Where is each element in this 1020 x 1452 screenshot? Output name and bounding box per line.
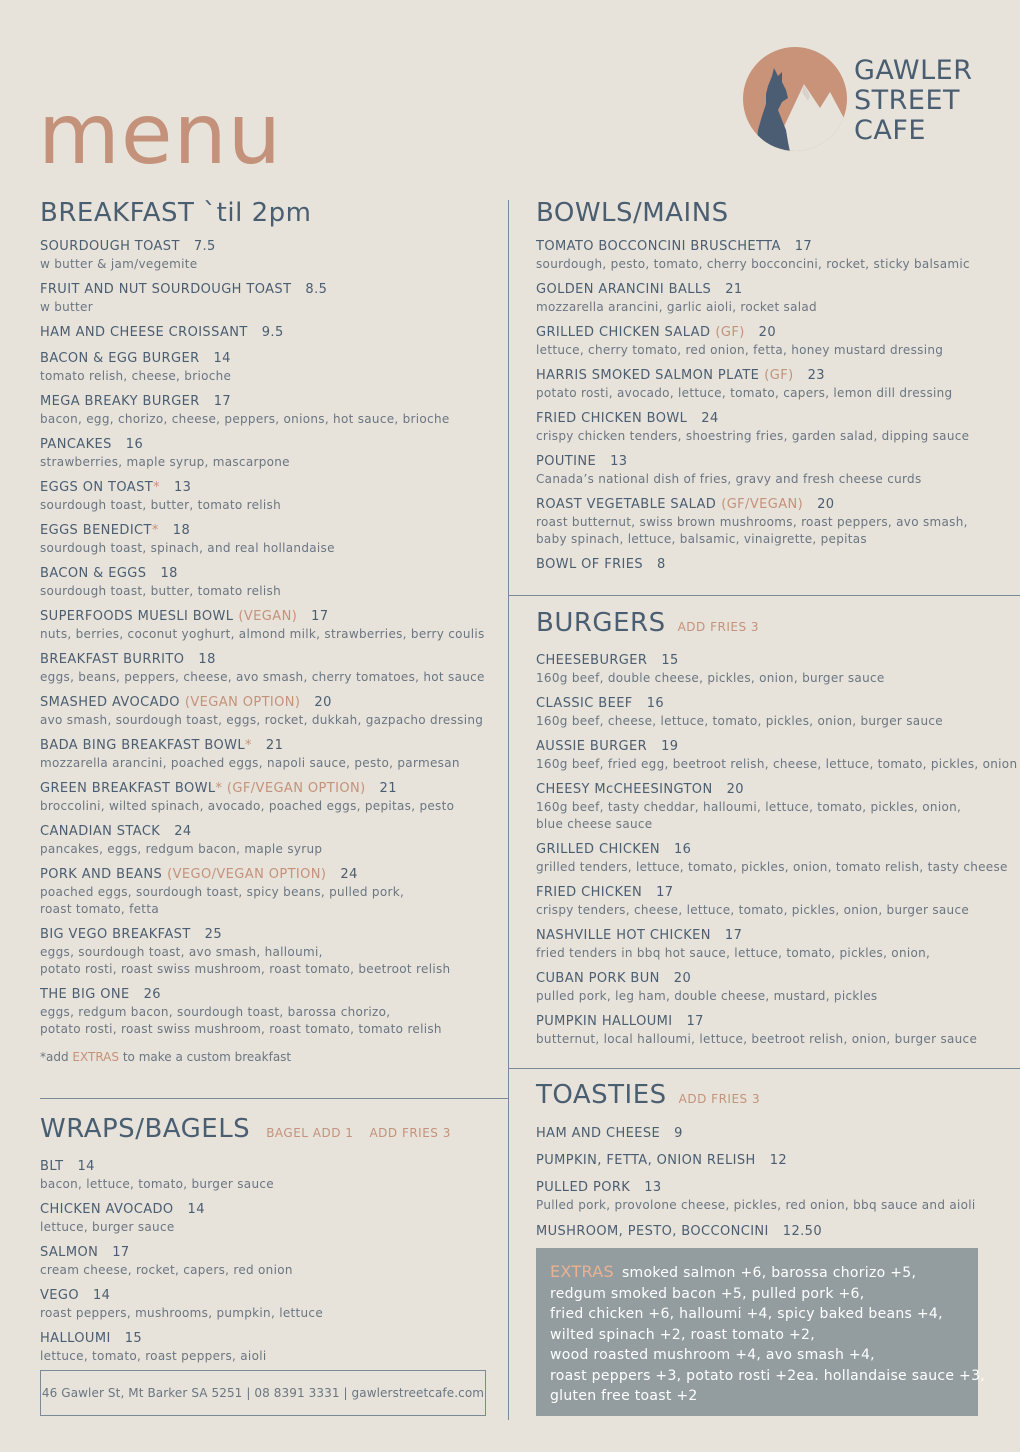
menu-item-price: 8.5 [305,282,328,297]
menu-item-name: SUPERFOODS MUESLI BOWL [40,609,234,624]
menu-item [536,367,1006,402]
menu-item-header [536,841,1006,859]
menu-item-header [536,695,1006,713]
menu-item-description: lettuce, cherry tomato, red onion, fetta, honey mustard dressing [536,343,944,357]
extras-lines [550,1262,986,1407]
menu-item-name: CHICKEN AVOCADO [40,1202,174,1217]
menu-item-description: Canada’s national dish of fries, gravy and fresh cheese curds [536,472,922,486]
menu-item-name: PULLED PORK [536,1180,631,1195]
burgers-fries-addon: ADD FRIES 3 [677,620,760,634]
extras-line: wilted spinach +2, roast tomato +2, [550,1326,815,1343]
menu-item [536,1152,1006,1170]
breakfast-heading [40,196,480,230]
menu-item-header [536,453,1006,471]
menu-item-header [40,780,480,798]
menu-item [536,927,1006,962]
burgers-heading [536,606,1006,644]
menu-item [40,479,480,514]
menu-item-name: TOMATO BOCCONCINI BRUSCHETTA [536,239,781,254]
menu-item-name: PUMPKIN, FETTA, ONION RELISH [536,1153,756,1168]
menu-item [40,436,480,471]
menu-item-header [536,1152,1006,1170]
menu-item-name: BIG VEGO BREAKFAST [40,927,191,942]
menu-item-price: 21 [379,781,397,796]
menu-item-price: 8 [657,557,666,572]
menu-item-name: BLT [40,1159,64,1174]
menu-item-description: poached eggs, sourdough toast, spicy beans, pulled pork, [40,885,405,899]
menu-item [40,350,480,385]
menu-item-price: 13 [610,454,628,469]
menu-item-header [40,1244,480,1262]
menu-item-header [40,436,480,454]
toasties-title: TOASTIES [536,1080,667,1110]
menu-item-description: eggs, redgum bacon, sourdough toast, barossa chorizo, [40,1005,391,1019]
menu-item-description: grilled tenders, lettuce, tomato, pickles, onion, tomato relish, tasty cheese [536,860,1008,874]
menu-item [40,1201,480,1236]
menu-item [536,841,1006,876]
menu-item-header [536,970,1006,988]
menu-item-tag: (GF) [764,368,794,383]
menu-item-description: crispy tenders, cheese, lettuce, tomato, pickles, onion, burger sauce [536,903,970,917]
menu-item-name: ROAST VEGETABLE SALAD [536,497,717,512]
menu-item-header [40,694,480,712]
menu-item-description: sourdough, pesto, tomato, cherry bocconcini, rocket, sticky balsamic [536,257,970,271]
menu-item-description: crispy chicken tenders, shoestring fries, garden salad, dipping sauce [536,429,970,443]
menu-item [40,694,484,729]
menu-item-price: 20 [758,325,777,340]
menu-item-price: 17 [213,394,232,409]
menu-item-price: 9.5 [261,325,284,340]
menu-item-header [40,522,480,540]
menu-item-description: strawberries, maple syrup, mascarpone [40,455,290,469]
extras-title: EXTRAS [550,1262,614,1281]
menu-item [536,884,1006,919]
menu-item-name: PUMPKIN HALLOUMI [536,1014,673,1029]
menu-item-header [536,652,1006,670]
bowls-items [536,238,1006,574]
menu-item-name: AUSSIE BURGER [536,739,648,754]
menu-item [40,737,480,772]
menu-item-description: fried tenders in bbq hot sauce, lettuce, tomato, pickles, onion, [536,946,931,960]
toasties-items [536,1125,1006,1241]
menu-item-tag: * [151,523,159,538]
menu-item-header [536,781,1006,799]
menu-item-name: BACON & EGGS [40,566,147,581]
menu-item-description: potato rosti, avocado, lettuce, tomato, capers, lemon dill dressing [536,386,953,400]
menu-item-price: 19 [661,739,679,754]
extras-line: gluten free toast +2 [550,1388,698,1404]
menu-item-price: 24 [174,824,192,839]
breakfast-section [40,196,485,1064]
menu-item-description: tomato relish, cheese, brioche [40,369,232,383]
menu-item-header [40,986,480,1004]
menu-item-name: EGGS BENEDICT [40,523,152,538]
menu-item-description: avo smash, sourdough toast, eggs, rocket, dukkah, gazpacho dressing [40,713,484,727]
extras-box [536,1248,986,1416]
menu-item-name: FRIED CHICKEN [536,885,643,900]
extras-line: redgum smoked bacon +5, pulled pork +6, [550,1285,865,1302]
extras-line: fried chicken +6, halloumi +4, spicy baked beans +4, [550,1306,943,1322]
burgers-section [536,606,1018,1048]
menu-item-header [40,823,480,841]
menu-item-name: THE BIG ONE [40,987,130,1002]
menu-item [40,238,480,273]
menu-item-price: 17 [724,928,743,943]
menu-item-description: 160g beef, cheese, lettuce, tomato, pickles, onion, burger sauce [536,714,943,728]
menu-item-price: 14 [187,1202,205,1217]
menu-item-name: VEGO [40,1288,80,1303]
menu-item-name: SOURDOUGH TOAST [40,239,180,254]
menu-item-name: CHEESY McCHEESINGTON [536,782,713,797]
menu-item-price: 15 [124,1331,143,1346]
menu-item-header [40,1158,480,1176]
menu-item-header [40,238,480,256]
page-title: menu [38,85,282,183]
extras-line: roast peppers +3, potato rosti +2ea. hollandaise sauce +3, [550,1367,986,1384]
menu-item-name: HALLOUMI [40,1331,111,1346]
menu-item-name: GREEN BREAKFAST BOWL [40,781,216,796]
menu-item [40,1244,480,1279]
menu-item-header [40,281,480,299]
menu-item-header [536,496,1006,514]
menu-item-header [40,866,480,884]
menu-item-header [40,1287,480,1305]
menu-item-header [40,608,480,626]
breakfast-hours: `til 2pm [203,198,312,228]
menu-item-name: FRIED CHICKEN BOWL [536,411,688,426]
menu-item-header [536,1013,1006,1031]
menu-item [40,393,480,428]
burgers-title: BURGERS [536,608,666,638]
section-divider-breakfast-wraps [40,1098,508,1099]
menu-item-price: 20 [673,971,692,986]
wraps-section [40,1112,480,1365]
menu-item [536,410,1006,445]
menu-item [40,565,480,600]
burgers-items [536,652,1018,1048]
cafe-logo [742,46,988,156]
menu-item-name: NASHVILLE HOT CHICKEN [536,928,711,943]
menu-item-price: 21 [265,738,284,753]
menu-item-tag: (GF) [715,325,745,340]
menu-item-tag: * [153,480,160,495]
extras-note-before: *add [40,1050,73,1064]
menu-item-name: HARRIS SMOKED SALMON PLATE [536,368,760,383]
menu-item-header [40,737,480,755]
cafe-name-line-2: STREET [854,85,961,116]
menu-item-price: 13 [173,480,192,495]
menu-item [40,281,480,316]
menu-item-header [40,324,480,342]
menu-item-price: 26 [143,987,161,1002]
bagel-addon: BAGEL ADD 1 [266,1126,354,1140]
menu-item-header [536,738,1006,756]
menu-item-header [40,565,480,583]
menu-item-price: 15 [661,653,679,668]
menu-item-description: pulled pork, leg ham, double cheese, mustard, pickles [536,989,878,1003]
menu-item [536,781,1006,833]
menu-item-tag: (GF/VEGAN) [721,497,804,512]
menu-item [536,695,1006,730]
menu-item [40,608,485,643]
menu-item-description: 160g beef, fried egg, beetroot relish, cheese, lettuce, tomato, pickles, onion [536,757,1018,771]
cafe-name [854,56,972,146]
menu-item-name: EGGS ON TOAST [40,480,154,495]
menu-item-price: 20 [726,782,744,797]
menu-item-tag: (VEGAN OPTION) [184,695,301,710]
menu-item-description: baby spinach, lettuce, balsamic, vinaigrette, pepitas [536,532,867,546]
menu-item [536,1223,1006,1241]
wraps-heading [40,1112,480,1150]
contact-footer: 46 Gawler St, Mt Barker SA 5251 | 08 8391 3331 | gawlerstreetcafe.com [40,1370,486,1416]
menu-item-price: 12.50 [782,1224,823,1239]
menu-item-name: PORK AND BEANS [40,867,163,882]
menu-item [40,1158,480,1193]
menu-item-price: 13 [644,1180,662,1195]
menu-item [536,453,1006,488]
menu-item-tag: (VEGAN) [238,609,298,624]
menu-item-description: nuts, berries, coconut yoghurt, almond milk, strawberries, berry coulis [40,627,485,641]
menu-item-name: SMASHED AVOCADO [40,695,180,710]
extras-note [40,1050,480,1064]
menu-item-description: roast tomato, fetta [40,902,159,916]
extras-first-line [550,1262,964,1284]
menu-item-description: lettuce, burger sauce [40,1220,175,1234]
menu-item-header [40,1201,480,1219]
menu-item-price: 7.5 [193,239,216,254]
menu-item-name: BOWL OF FRIES [536,557,644,572]
menu-item-header [40,1330,480,1348]
bowls-heading: BOWLS/MAINS [536,198,729,228]
menu-item-description: 160g beef, tasty cheddar, halloumi, lettuce, tomato, pickles, onion, [536,800,962,814]
menu-item-name: BREAKFAST BURRITO [40,652,185,667]
extras-note-highlight: EXTRAS [72,1050,120,1064]
menu-item [536,496,1006,548]
toasties-section [536,1078,1006,1241]
extras-line: wood roasted mushroom +4, avo smash +4, [550,1347,875,1363]
wraps-items [40,1158,480,1365]
menu-item-description: cream cheese, rocket, capers, red onion [40,1263,293,1277]
menu-item-description: 160g beef, double cheese, pickles, onion, burger sauce [536,671,885,685]
menu-item [536,238,1006,273]
menu-item [40,324,480,342]
menu-item-header [536,238,1006,256]
menu-item-price: 20 [314,695,332,710]
menu-item-price: 23 [807,368,825,383]
breakfast-title: BREAKFAST [40,198,195,228]
menu-item-name: MEGA BREAKY BURGER [40,394,200,409]
menu-item [40,1330,480,1365]
menu-item [536,1179,1006,1214]
menu-item-description: lettuce, tomato, roast peppers, aioli [40,1349,267,1363]
cafe-name-line-3: CAFE [854,115,926,146]
section-divider-burgers-toasties [508,1068,1020,1069]
menu-item-description: blue cheese sauce [536,817,653,831]
menu-item-price: 17 [311,609,329,624]
menu-item-price: 14 [93,1288,111,1303]
menu-item [536,1125,1006,1143]
menu-item [40,651,485,686]
menu-item-name: GRILLED CHICKEN [536,842,661,857]
menu-item [40,1287,480,1322]
menu-item-name: BACON & EGG BURGER [40,351,200,366]
menu-item-description: eggs, sourdough toast, avo smash, halloumi, [40,945,323,959]
menu-item-description: butternut, local halloumi, lettuce, beetroot relish, onion, burger sauce [536,1032,978,1046]
menu-item-price: 12 [769,1153,788,1168]
menu-item [536,970,1006,1005]
menu-item-description: sourdough toast, butter, tomato relish [40,584,282,598]
menu-item-header [536,1179,1006,1197]
menu-item-name: CLASSIC BEEF [536,696,633,711]
menu-item-header [536,324,1006,342]
toasties-heading [536,1078,1006,1116]
menu-item-header [536,884,1006,902]
menu-item-tag: * [245,738,252,753]
menu-item [536,652,1006,687]
menu-item-description: bacon, egg, chorizo, cheese, peppers, onions, hot sauce, brioche [40,412,450,426]
menu-item-header [40,479,480,497]
toasties-fries-addon: ADD FRIES 3 [678,1092,761,1106]
menu-item-header [40,926,480,944]
menu-item-price: 16 [674,842,692,857]
menu-item-name: GRILLED CHICKEN SALAD [536,325,711,340]
menu-item-header [536,1223,1006,1241]
menu-item-header [536,281,1006,299]
menu-item [40,866,480,918]
wolf-mountain-logo-icon [742,46,848,152]
wraps-title: WRAPS/BAGELS [40,1114,251,1144]
menu-item-price: 18 [172,523,191,538]
menu-item-price: 17 [686,1014,704,1029]
menu-item-header [536,927,1006,945]
menu-item-header [536,1125,1006,1143]
menu-item-name: POUTINE [536,454,597,469]
menu-item [536,556,1006,574]
menu-item-header [536,410,1006,428]
menu-item-price: 18 [160,566,178,581]
menu-item-price: 24 [701,411,719,426]
bowls-section [536,196,1006,574]
menu-item-name: HAM AND CHEESE [536,1126,661,1141]
menu-item-price: 20 [817,497,835,512]
menu-item-name: CHEESEBURGER [536,653,648,668]
menu-item [40,926,480,978]
menu-item-description: roast butternut, swiss brown mushrooms, roast peppers, avo smash, [536,515,968,529]
menu-item-price: 16 [125,437,144,452]
menu-item-header [40,350,480,368]
extras-line: smoked salmon +6, barossa chorizo +5, [621,1265,917,1281]
menu-item-description: w butter [40,300,93,314]
menu-item-price: 9 [674,1126,683,1141]
menu-item [536,1013,1006,1048]
menu-item [40,522,480,557]
menu-item-price: 18 [198,652,216,667]
menu-item-tag: * (GF/VEGAN OPTION) [215,781,366,796]
menu-item-description: bacon, lettuce, tomato, burger sauce [40,1177,274,1191]
menu-item-description: mozzarella arancini, garlic aioli, rocket salad [536,300,817,314]
menu-item-name: HAM AND CHEESE CROISSANT [40,325,248,340]
cafe-name-line-1: GAWLER [854,55,973,86]
menu-item-price: 14 [213,351,231,366]
menu-item-header [40,393,480,411]
menu-item-header [536,367,1006,385]
column-divider [508,200,509,1420]
menu-item-description: Pulled pork, provolone cheese, pickles, red onion, bbq sauce and aioli [536,1198,976,1212]
menu-item-price: 17 [794,239,813,254]
menu-item-price: 14 [77,1159,95,1174]
menu-item-name: BADA BING BREAKFAST BOWL [40,738,246,753]
menu-item-description: w butter & jam/vegemite [40,257,198,271]
menu-item-price: 25 [204,927,223,942]
breakfast-items [40,238,485,1038]
menu-item-description: broccolini, wilted spinach, avocado, poached eggs, pepitas, pesto [40,799,455,813]
section-divider-bowls-burgers [508,595,1020,596]
menu-item-name: CANADIAN STACK [40,824,161,839]
menu-item-description: potato rosti, roast swiss mushroom, roast tomato, beetroot relish [40,962,451,976]
menu-item-price: 17 [112,1245,130,1260]
menu-item-description: potato rosti, roast swiss mushroom, roast tomato, tomato relish [40,1022,442,1036]
menu-item [40,986,480,1038]
menu-item-header [40,651,480,669]
menu-item-name: MUSHROOM, PESTO, BOCCONCINI [536,1224,769,1239]
menu-item-price: 17 [656,885,674,900]
menu-item-description: eggs, beans, peppers, cheese, avo smash, cherry tomatoes, hot sauce [40,670,485,684]
menu-item-name: SALMON [40,1245,99,1260]
menu-item-description: sourdough toast, butter, tomato relish [40,498,282,512]
menu-item-name: GOLDEN ARANCINI BALLS [536,282,712,297]
menu-item-name: PANCAKES [40,437,112,452]
menu-item-name: FRUIT AND NUT SOURDOUGH TOAST [40,282,292,297]
menu-item-price: 24 [340,867,358,882]
menu-item-name: CUBAN PORK BUN [536,971,660,986]
menu-item [536,738,1018,773]
menu-item [536,324,1006,359]
menu-item-header [536,556,1006,574]
extras-note-after: to make a custom breakfast [119,1050,292,1064]
menu-item-description: mozzarella arancini, poached eggs, napoli sauce, pesto, parmesan [40,756,460,770]
menu-item-description: sourdough toast, spinach, and real hollandaise [40,541,335,555]
menu-item-price: 16 [646,696,665,711]
menu-item [40,823,480,858]
menu-item-tag: (VEGO/VEGAN OPTION) [167,867,327,882]
menu-item-description: pancakes, eggs, redgum bacon, maple syrup [40,842,323,856]
menu-item [536,281,1006,316]
menu-item-description: roast peppers, mushrooms, pumpkin, lettuce [40,1306,324,1320]
menu-item-price: 21 [725,282,743,297]
wraps-fries-addon: ADD FRIES 3 [369,1126,451,1140]
menu-item [40,780,480,815]
